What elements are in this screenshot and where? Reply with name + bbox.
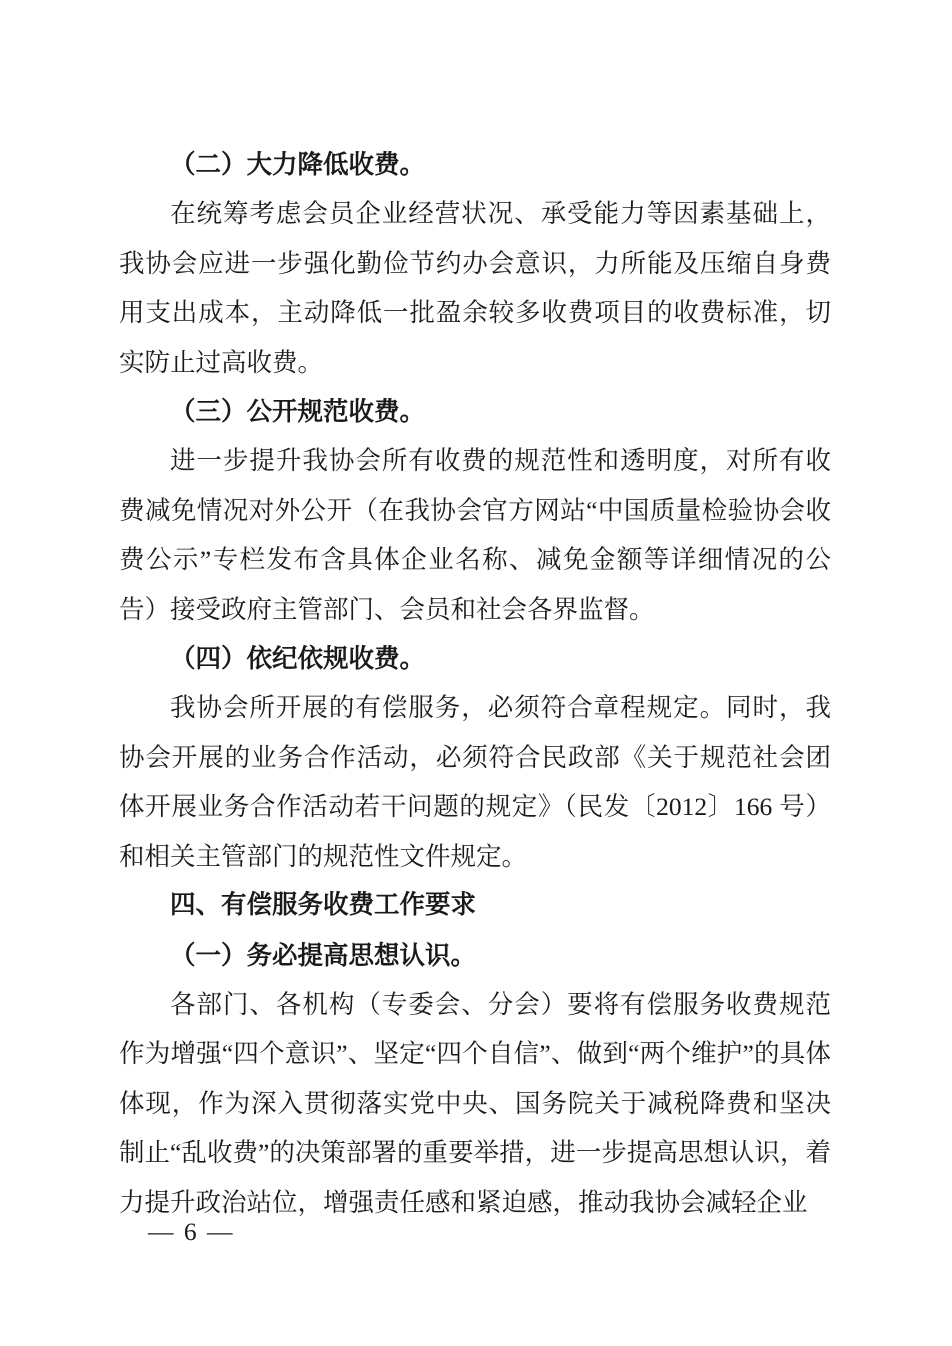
para-raise-awareness: 各部门、各机构（专委会、分会）要将有偿服务收费规范作为增强“四个意识”、坚定“四个自信”、做到“两个维护”的具体体现，作为深入贯彻落实党中央、国务院关于减税降费和坚决制止“乱收费”的决策部署的重要举措，进一步提高思想认识，着力提升政治站位，增强责任感和紧迫感，推动我协会减轻企业 (119, 989, 831, 1217)
para-reduce-fees: 在统筹考虑会员企业经营状况、承受能力等因素基础上，我协会应进一步强化勤俭节约办会意识，力所能及压缩自身费用支出成本，主动降低一批盈余较多收费项目的收费标准，切实防止过高收费。 (119, 199, 831, 377)
para-compliant-fees: 我协会所开展的有偿服务，必须符合章程规定。同时，我协会开展的业务合作活动，必须符合民政部《关于规范社会团体开展业务合作活动若干问题的规定》（民发〔2012〕166 号）和相关主管部门的规范性文件规定。 (119, 693, 831, 871)
heading-compliant-fees: （四）依纪依规收费。 (170, 644, 426, 674)
para-open-standard-fees: 进一步提升我协会所有收费的规范性和透明度，对所有收费减免情况对外公开（在我协会官方网站“中国质量检验协会收费公示”专栏发布含具体企业名称、减免金额等详细情况的公告）接受政府主管部门、会员和社会各界监督。 (119, 446, 831, 624)
heading-open-standard-fees: （三）公开规范收费。 (170, 397, 426, 427)
heading-reduce-fees: （二）大力降低收费。 (170, 150, 426, 179)
document-body (119, 140, 831, 1227)
page-number: — 6 — (148, 1217, 235, 1246)
heading-raise-awareness: （一）务必提高思想认识。 (170, 940, 477, 970)
heading-section-four-work-requirements: 四、有偿服务收费工作要求 (170, 891, 477, 920)
